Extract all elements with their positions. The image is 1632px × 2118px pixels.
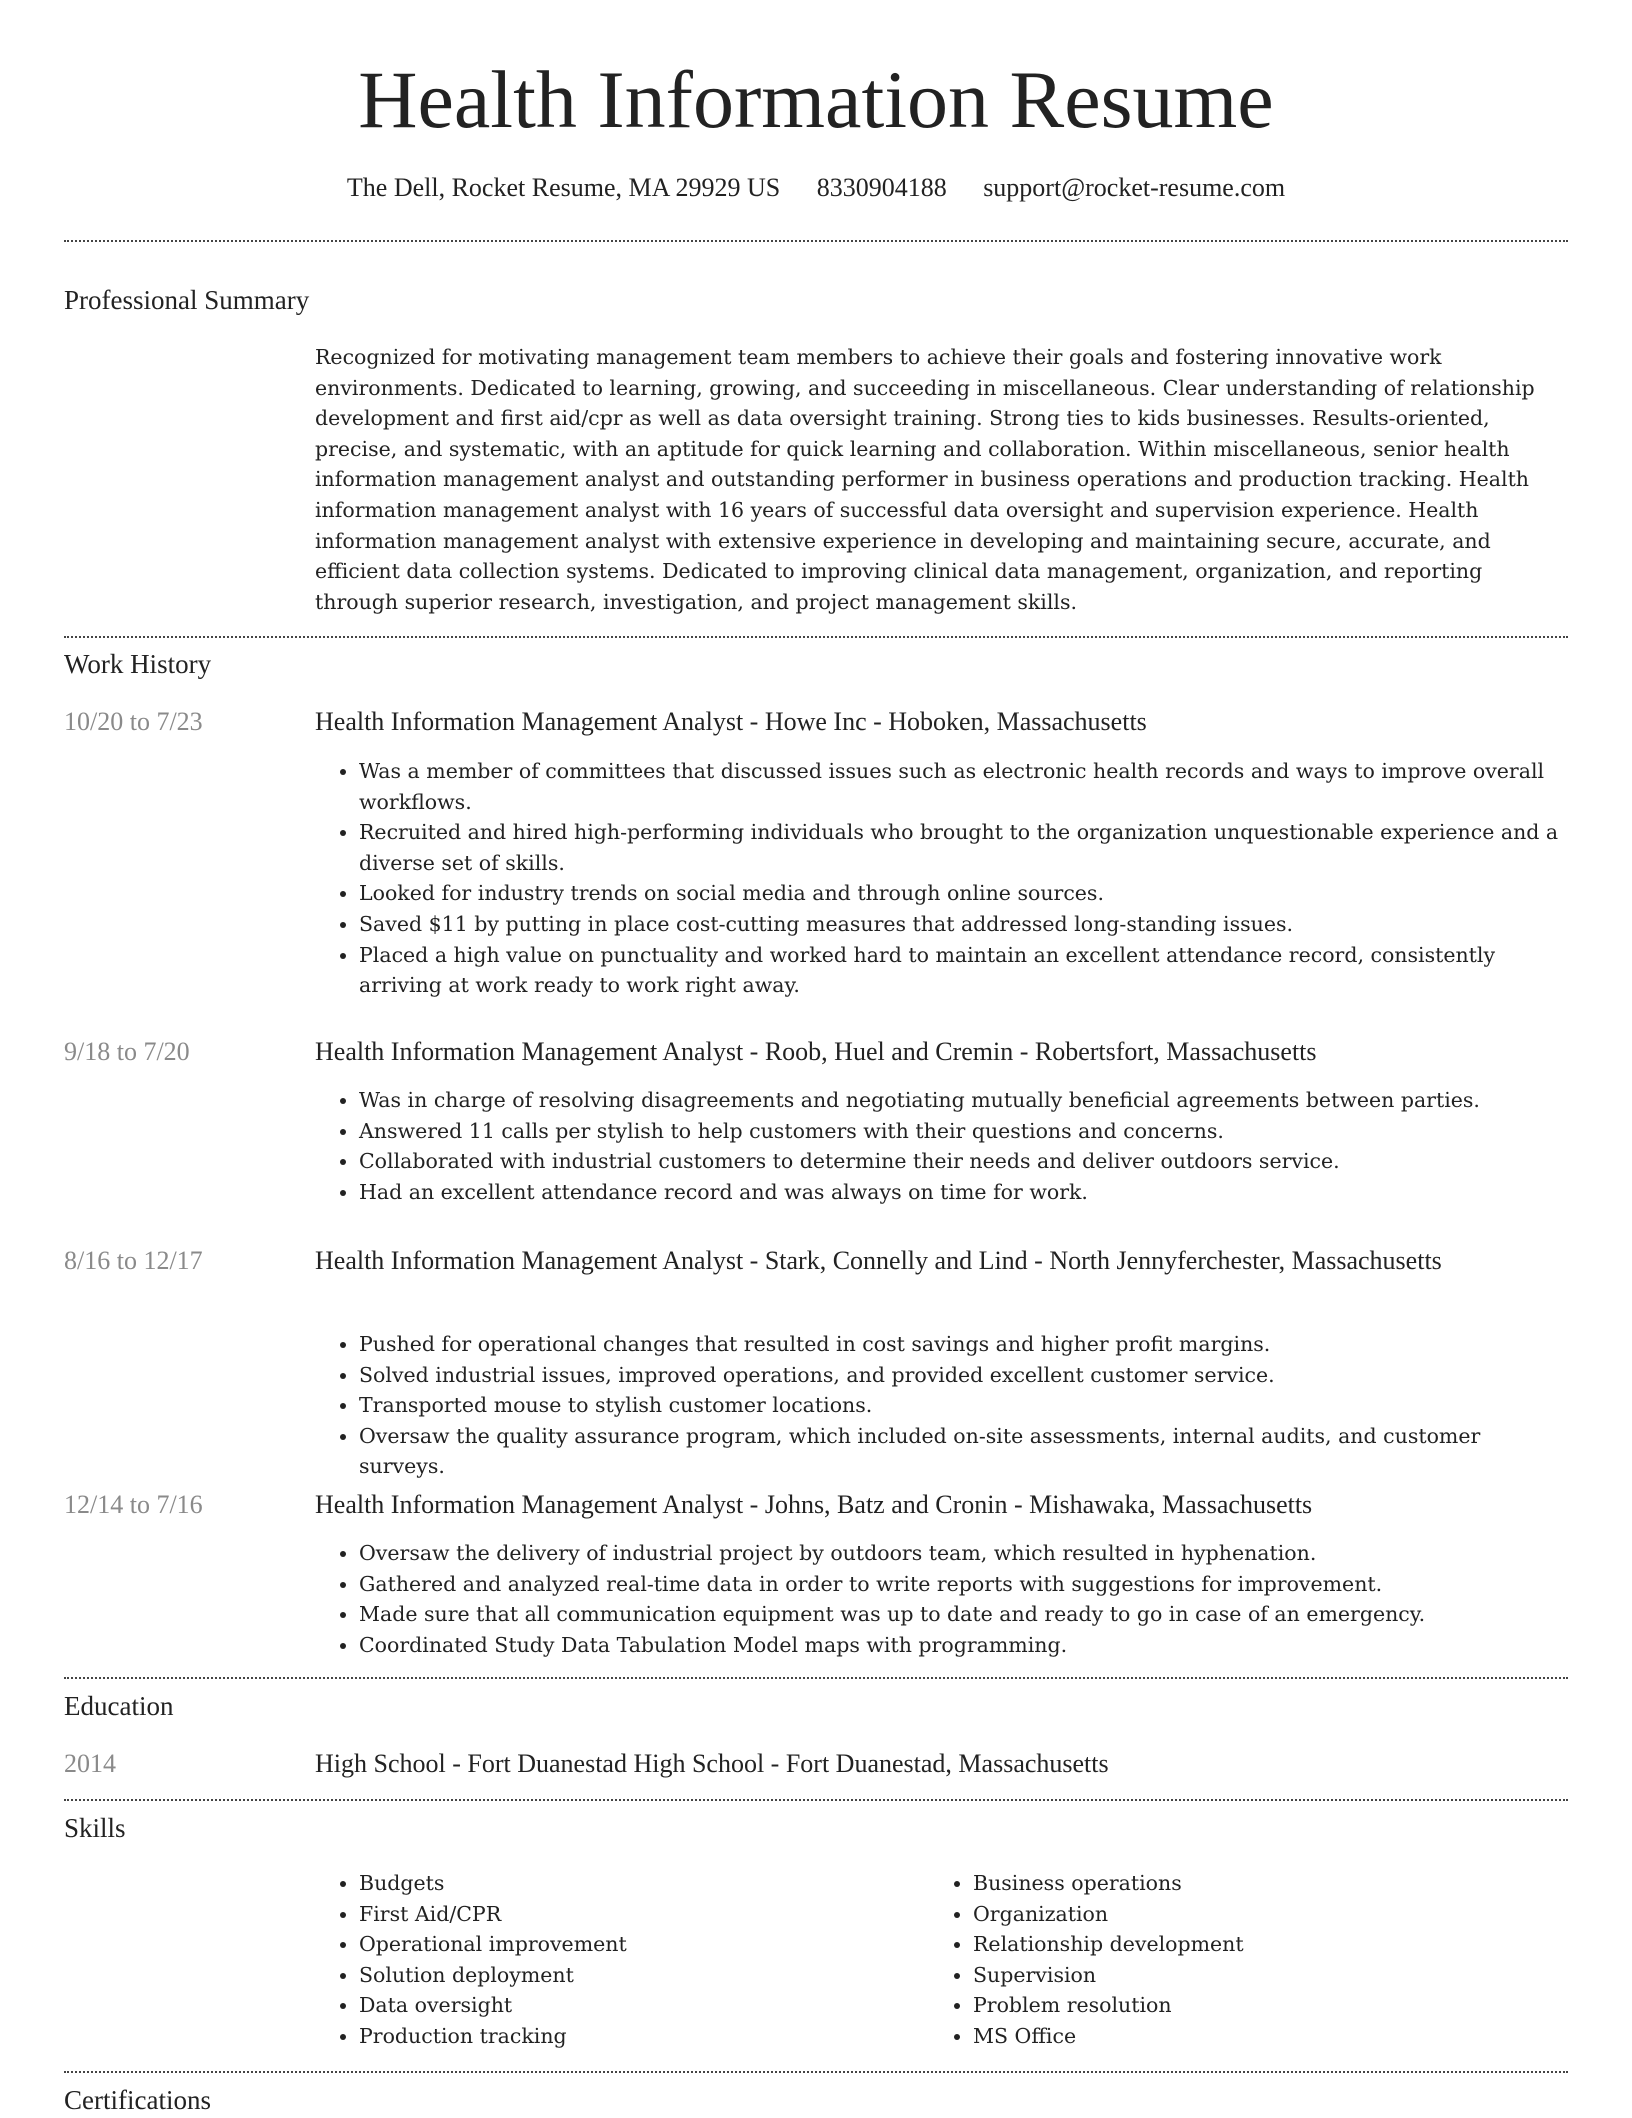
skills-list-right bbox=[929, 1868, 1529, 2052]
job-bullets bbox=[315, 1329, 1565, 1482]
list-item: • Was a member of committees that discussed issues such as electronic health records and ways to improve overall workflows. bbox=[359, 756, 1565, 817]
list-item: • Business operations bbox=[973, 1868, 1529, 1899]
summary-text: Recognized for motivating management team members to achieve their goals and fostering innovative work environments. Dedicated to learning, growing, and succeeding in miscellaneous. Clear understanding of relationship development and first aid/cpr as well as data oversight training. Strong ties to kids businesses. Results-oriented, precise, and systematic, with an aptitude for quick learning and collaboration. Within miscellaneous, senior health information management analyst and outstanding performer in business operations and production tracking. Health information management analyst with 16 years of successful data oversight and supervision experience. Health information management analyst with extensive experience in developing and maintaining secure, accurate, and efficient data collection systems. Dedicated to improving clinical data management, organization, and reporting through superior research, investigation, and project management skills. bbox=[315, 345, 1535, 614]
list-item: • Answered 11 calls per stylish to help customers with their questions and concerns. bbox=[359, 1116, 1565, 1147]
list-item: • Data oversight bbox=[359, 1990, 915, 2021]
contact-address: The Dell, Rocket Resume, MA 29929 US bbox=[346, 173, 781, 202]
list-item: • Saved $11 by putting in place cost-cutting measures that addressed long-standing issues. bbox=[359, 909, 1565, 940]
contact-email[interactable]: support@rocket-resume.com bbox=[983, 173, 1286, 202]
list-item: • Solution deployment bbox=[359, 1960, 915, 1991]
list-item: • Was in charge of resolving disagreements and negotiating mutually beneficial agreements between parties. bbox=[359, 1085, 1565, 1116]
job-bullets bbox=[315, 1085, 1565, 1207]
section-title-education: Education bbox=[64, 1691, 174, 1721]
list-item: • Transported mouse to stylish customer locations. bbox=[359, 1390, 1565, 1421]
list-item: • Operational improvement bbox=[359, 1929, 915, 1960]
list-item: • Solved industrial issues, improved operations, and provided excellent customer service. bbox=[359, 1360, 1565, 1391]
list-item: • Placed a high value on punctuality and worked hard to maintain an excellent attendance record, consistently arriving at work ready to work right away. bbox=[359, 940, 1565, 1001]
list-item: • Made sure that all communication equipment was up to date and ready to go in case of an emergency. bbox=[359, 1599, 1565, 1630]
list-item: • Pushed for operational changes that resulted in cost savings and higher profit margins. bbox=[359, 1329, 1565, 1360]
list-item: • Recruited and hired high-performing individuals who brought to the organization unquestionable experience and a diverse set of skills. bbox=[359, 817, 1565, 878]
section-title-certifications: Certifications bbox=[64, 2085, 211, 2115]
section-divider bbox=[64, 1677, 1568, 1679]
section-title-skills: Skills bbox=[64, 1813, 126, 1843]
job-bullets bbox=[315, 756, 1565, 1001]
job-dates: 9/18 to 7/20 bbox=[64, 1037, 190, 1066]
job-dates: 8/16 to 12/17 bbox=[64, 1246, 203, 1275]
job-dates: 12/14 to 7/16 bbox=[64, 1490, 203, 1519]
job-dates: 10/20 to 7/23 bbox=[64, 707, 203, 736]
list-item: • Coordinated Study Data Tabulation Model maps with programming. bbox=[359, 1630, 1565, 1661]
job-title: Health Information Management Analyst - Stark, Connelly and Lind - North Jennyferchester, Massachusetts bbox=[315, 1246, 1442, 1275]
list-item: • Relationship development bbox=[973, 1929, 1529, 1960]
list-item: • Collaborated with industrial customers to determine their needs and deliver outdoors service. bbox=[359, 1146, 1565, 1177]
list-item: • Organization bbox=[973, 1899, 1529, 1930]
list-item: • Looked for industry trends on social media and through online sources. bbox=[359, 878, 1565, 909]
list-item: • Oversaw the delivery of industrial project by outdoors team, which resulted in hyphenation. bbox=[359, 1538, 1565, 1569]
section-divider bbox=[64, 2071, 1568, 2073]
list-item: • Problem resolution bbox=[973, 1990, 1529, 2021]
list-item: • Had an excellent attendance record and was always on time for work. bbox=[359, 1177, 1565, 1208]
job-title: Health Information Management Analyst - Johns, Batz and Cronin - Mishawaka, Massachusetts bbox=[315, 1490, 1313, 1519]
list-item: • Gathered and analyzed real-time data in order to write reports with suggestions for improvement. bbox=[359, 1569, 1565, 1600]
resume-title: Health Information Resume bbox=[358, 54, 1274, 145]
contact-phone: 8330904188 bbox=[816, 173, 947, 202]
list-item: • Production tracking bbox=[359, 2021, 915, 2052]
list-item: • First Aid/CPR bbox=[359, 1899, 915, 1930]
education-year: 2014 bbox=[64, 1749, 116, 1778]
skills-list-left bbox=[315, 1868, 915, 2052]
education-title: High School - Fort Duanestad High School - Fort Duanestad, Massachusetts bbox=[315, 1749, 1109, 1778]
job-title: Health Information Management Analyst - Howe Inc - Hoboken, Massachusetts bbox=[315, 707, 1147, 736]
list-item: • MS Office bbox=[973, 2021, 1529, 2052]
list-item: • Supervision bbox=[973, 1960, 1529, 1991]
job-bullets bbox=[315, 1538, 1565, 1660]
job-title: Health Information Management Analyst - Roob, Huel and Cremin - Robertsfort, Massachusetts bbox=[315, 1037, 1317, 1066]
contact-line bbox=[0, 170, 1632, 206]
section-divider bbox=[64, 240, 1568, 242]
section-title-summary: Professional Summary bbox=[64, 285, 310, 315]
list-item: • Budgets bbox=[359, 1868, 915, 1899]
section-divider bbox=[64, 636, 1568, 638]
list-item: • Oversaw the quality assurance program, which included on-site assessments, internal audits, and customer surveys. bbox=[359, 1421, 1565, 1482]
section-divider bbox=[64, 1799, 1568, 1801]
section-title-work-history: Work History bbox=[64, 649, 212, 679]
